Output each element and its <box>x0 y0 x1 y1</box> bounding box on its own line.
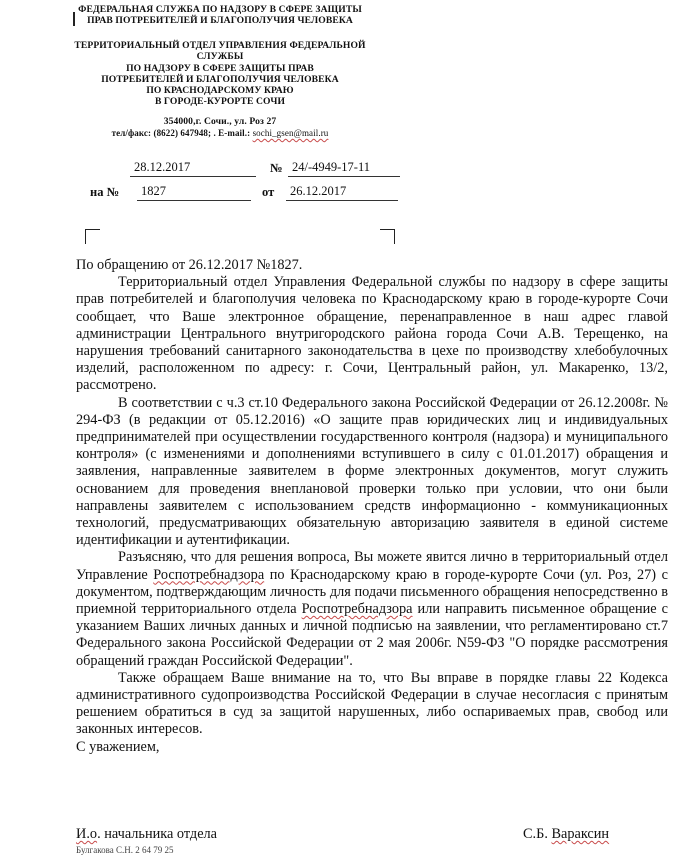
letter-body <box>76 257 668 756</box>
letter-subject: По обращению от 26.12.2017 №1827. <box>76 257 303 273</box>
executor-line: Булгакова С.Н. 2 64 79 25 <box>76 845 174 855</box>
registration-number: 24/-4949-17-11 <box>288 160 400 177</box>
letterhead-contacts <box>0 128 440 139</box>
signature-initials: С.Б. <box>523 826 552 842</box>
p3-text-a: Разъясняю, что для решения вопроса, Вы можете явится лично в территориальный отдел Управление <box>76 549 668 583</box>
letter-paragraph-4: Также обращаем Ваше внимание на то, что Вы вправе в порядке главы 22 Кодекса административного судопроизводства Российской Федерации в случае несогласия с принятым решением обратиться в суд за защитой нарушенных, либо оспариваемых прав, свобод или законных интересов. <box>76 669 668 738</box>
letterhead-dept-line: ПО КРАСНОДАРСКОМУ КРАЮ <box>146 85 294 97</box>
signature-position-abbrev: И.о <box>76 826 98 842</box>
letterhead-address: 354000,г. Сочи., ул. Роз 27 <box>163 116 277 127</box>
addressee-corner-right <box>380 229 395 244</box>
letterhead-dept-line: СЛУЖБЫ <box>196 51 244 63</box>
letter-paragraph-3 <box>76 549 668 669</box>
letterhead-agency <box>0 4 440 27</box>
letterhead-dept-line: В ГОРОДЕ-КУРОРТЕ СОЧИ <box>154 96 286 108</box>
reference-number: 1827 <box>137 184 251 201</box>
letterhead-dept-line: ТЕРРИТОРИАЛЬНЫЙ ОТДЕЛ УПРАВЛЕНИЯ ФЕДЕРАЛЬНОЙ <box>74 40 366 51</box>
signature-position <box>76 826 217 843</box>
signature-surname: Вараксин <box>551 826 610 842</box>
registration-date: 28.12.2017 <box>130 160 256 177</box>
letter-closing: С уважением, <box>76 738 160 755</box>
letterhead-agency-line: ПРАВ ПОТРЕБИТЕЛЕЙ И БЛАГОПОЛУЧИЯ ЧЕЛОВЕКА <box>87 15 353 27</box>
reference-date: 26.12.2017 <box>286 184 398 201</box>
signature-position-text: . начальника отдела <box>97 826 218 842</box>
p3-text-b: по Краснодарскому краю в городе-курорте Сочи (ул. Роз, 27) с документом, подтверждающим личность для подачи письменного обращения непосредственно в приемной территориального отдела <box>76 566 668 618</box>
contacts-email: sochi_gsen@mail.ru <box>252 128 329 138</box>
addressee-corner-left <box>85 229 100 244</box>
letterhead-department <box>0 40 440 108</box>
letterhead-dept-line: ПО НАДЗОРУ В СФЕРЕ ЗАЩИТЫ ПРАВ <box>126 62 314 74</box>
p3-spellcheck-word: Роспотребнадзора <box>301 601 413 618</box>
p3-text-c: или направить письменное обращение с указанием Ваших личных данных и личной подписью на заявлении, что регламентировано ст.7 Федерального закона Российской Федерации от 2 мая 2006г. N59-ФЗ "О порядке рассмотрения обращений граждан Российской Федерации". <box>76 601 668 669</box>
letter-paragraph-2: В соответствии с ч.3 ст.10 Федерального закона Российской Федерации от 26.12.2008г. № 294-ФЗ (в редакции от 05.12.2016) «О защите прав юридических лиц и индивидуальных предпринимателей при осуществлении государственного контроля (надзора) и муниципального контроля» (с изменениями и дополнениями вступившего в силу с 01.01.2017) обращения и заявления, направленные заявителем в форме электронных документов, могут служить основанием для проведения внеплановой проверки только при условии, что они были направлены заявителем с использованием средств информационно - коммуникационных технологий, предусматривающих обязательную авторизацию заявителя в единой системе идентификации и аутентификации. <box>76 394 668 549</box>
reference-date-label: от <box>262 185 275 199</box>
letterhead-agency-line: ФЕДЕРАЛЬНАЯ СЛУЖБА ПО НАДЗОРУ В СФЕРЕ ЗАЩИТЫ <box>78 4 362 15</box>
contacts-phone: тел/факс: (8622) 647948; . E-mail.: <box>111 128 251 138</box>
letter-paragraph-1: Территориальный отдел Управления Федеральной службы по надзору в сфере защиты прав потребителей и благополучия человека по Краснодарскому краю в городе-курорте Сочи сообщает, что Ваше электронное обращение, перенаправленное в наш адрес главой администрации Центрального внутригородского района города Сочи А.В. Терещенко, на нарушения требований санитарного законодательства в цехе по производству хлебобулочных изделий, расположенном по адресу: г. Сочи, Центральный район, ул. Макаренко, 13/2, рассмотрено. <box>76 274 668 394</box>
letterhead-dept-line: ПОТРЕБИТЕЛЕЙ И БЛАГОПОЛУЧИЯ ЧЕЛОВЕКА <box>101 73 339 85</box>
signature-name <box>523 826 609 843</box>
registration-number-label: № <box>270 161 283 175</box>
reference-number-label: на № <box>90 185 120 199</box>
p3-spellcheck-word: Роспотребнадзора <box>153 566 265 583</box>
